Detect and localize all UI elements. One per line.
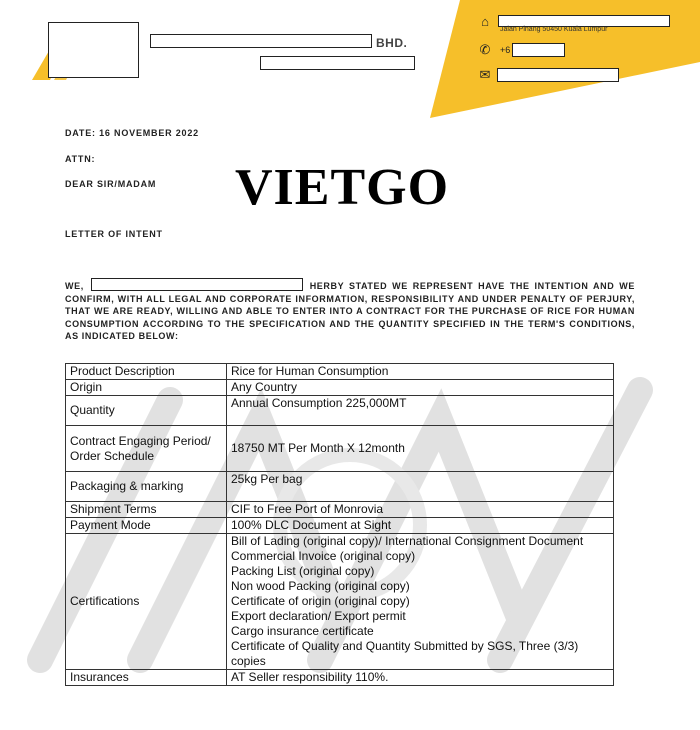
phone-prefix: +6: [500, 45, 511, 55]
certification-item: Commercial Invoice (original copy): [231, 549, 416, 563]
company-suffix: BHD.: [376, 36, 408, 50]
certification-item: Packing List (original copy): [231, 564, 375, 578]
letter-salutation: DEAR SIR/MADAM: [65, 179, 157, 189]
certification-item: Export declaration/ Export permit: [231, 609, 406, 623]
redacted-logo-box: [48, 22, 139, 78]
intro-paragraph: [65, 278, 635, 343]
row-label: Product Description: [66, 364, 227, 380]
specification-table: [65, 363, 614, 686]
row-label: Packaging & marking: [66, 472, 227, 502]
row-value: Any Country: [227, 380, 614, 396]
redacted-phone: [512, 43, 565, 57]
phone-icon: ✆: [479, 42, 491, 57]
row-value: 25kg Per bag: [227, 472, 614, 502]
table-row: [66, 502, 614, 518]
address-text: Jalan Pinang 50450 Kuala Lumpur: [500, 26, 608, 33]
row-label: Origin: [66, 380, 227, 396]
table-row: [66, 364, 614, 380]
row-label: Insurances: [66, 670, 227, 686]
table-row: [66, 380, 614, 396]
row-value: AT Seller responsibility 110%.: [227, 670, 614, 686]
certification-item: Bill of Lading (original copy)/ International Consignment Document: [231, 534, 584, 548]
intro-prefix: WE,: [65, 281, 84, 291]
table-row: [66, 396, 614, 426]
certification-item: Cargo insurance certificate: [231, 624, 374, 638]
certification-item: Non wood Packing (original copy): [231, 579, 410, 593]
row-value: 100% DLC Document at Sight: [227, 518, 614, 534]
redacted-registration: [260, 56, 415, 70]
letter-date: DATE: 16 NOVEMBER 2022: [65, 128, 199, 138]
home-icon: ⌂: [481, 14, 489, 29]
row-label: Shipment Terms: [66, 502, 227, 518]
table-row: [66, 426, 614, 472]
letter-attn: ATTN:: [65, 154, 96, 164]
mail-icon: ✉: [479, 67, 491, 82]
row-label: Certifications: [66, 534, 227, 670]
table-row: [66, 472, 614, 502]
certification-item: Certificate of origin (original copy): [231, 594, 410, 608]
row-value: Rice for Human Consumption: [227, 364, 614, 380]
intro-body: HERBY STATED WE REPRESENT HAVE THE INTENTION AND WE CONFIRM, WITH ALL LEGAL AND CORPORATE INFORMATION, RESPONSIBILITY AND UNDER PENALTY OF PERJURY, THAT WE ARE READY, WILLING AND ABLE TO ENTER INTO A CONTRACT FOR THE PURCHASE OF RICE FOR HUMAN CONSUMPTION ACCORDING TO THE SPECIFICATION AND THE QUANTITY SPECIFIED IN THE TERM'S CONDITIONS, AS INDICATED BELOW:: [65, 281, 635, 342]
row-value: 18750 MT Per Month X 12month: [227, 426, 614, 472]
table-row: [66, 518, 614, 534]
certification-item: Certificate of Quality and Quantity Submitted by SGS, Three (3/3) copies: [231, 639, 579, 668]
row-label: Contract Engaging Period/ Order Schedule: [66, 426, 227, 472]
table-row: [66, 534, 614, 670]
row-label: Quantity: [66, 396, 227, 426]
table-row: [66, 670, 614, 686]
letter-subject: LETTER OF INTENT: [65, 229, 163, 239]
brand-overlay: VIETGO: [235, 159, 450, 216]
redacted-buyer-name: [91, 278, 303, 291]
certification-list: [227, 534, 614, 670]
redacted-company-name: [150, 34, 372, 48]
redacted-email: [497, 68, 619, 82]
row-label: Payment Mode: [66, 518, 227, 534]
row-value: Annual Consumption 225,000MT: [227, 396, 614, 426]
row-value: CIF to Free Port of Monrovia: [227, 502, 614, 518]
